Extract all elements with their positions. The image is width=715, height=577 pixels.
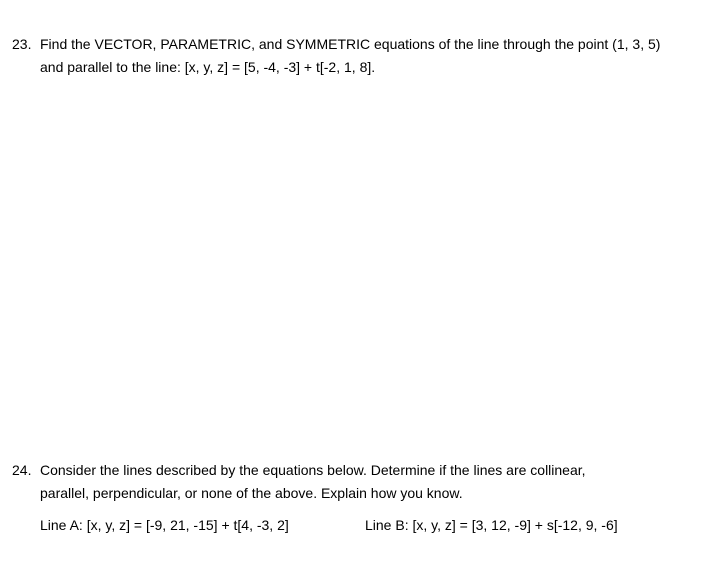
problem-number: 23.: [12, 36, 32, 52]
problem-text-line: Consider the lines described by the equations below. Determine if the lines are collinear,: [40, 462, 586, 478]
line-b-equation: Line B: [x, y, z] = [3, 12, -9] + s[-12, 9, -6]: [365, 517, 618, 533]
problem-number: 24.: [12, 462, 32, 478]
line-a-equation: Line A: [x, y, z] = [-9, 21, -15] + t[4, -3, 2]: [40, 517, 289, 533]
problem-text-line: parallel, perpendicular, or none of the above. Explain how you know.: [40, 485, 463, 501]
problem-text-line: Find the VECTOR, PARAMETRIC, and SYMMETRIC equations of the line through the point (1, 3, 5): [40, 36, 661, 52]
problem-text-line: and parallel to the line: [x, y, z] = [5, -4, -3] + t[-2, 1, 8].: [40, 59, 376, 75]
